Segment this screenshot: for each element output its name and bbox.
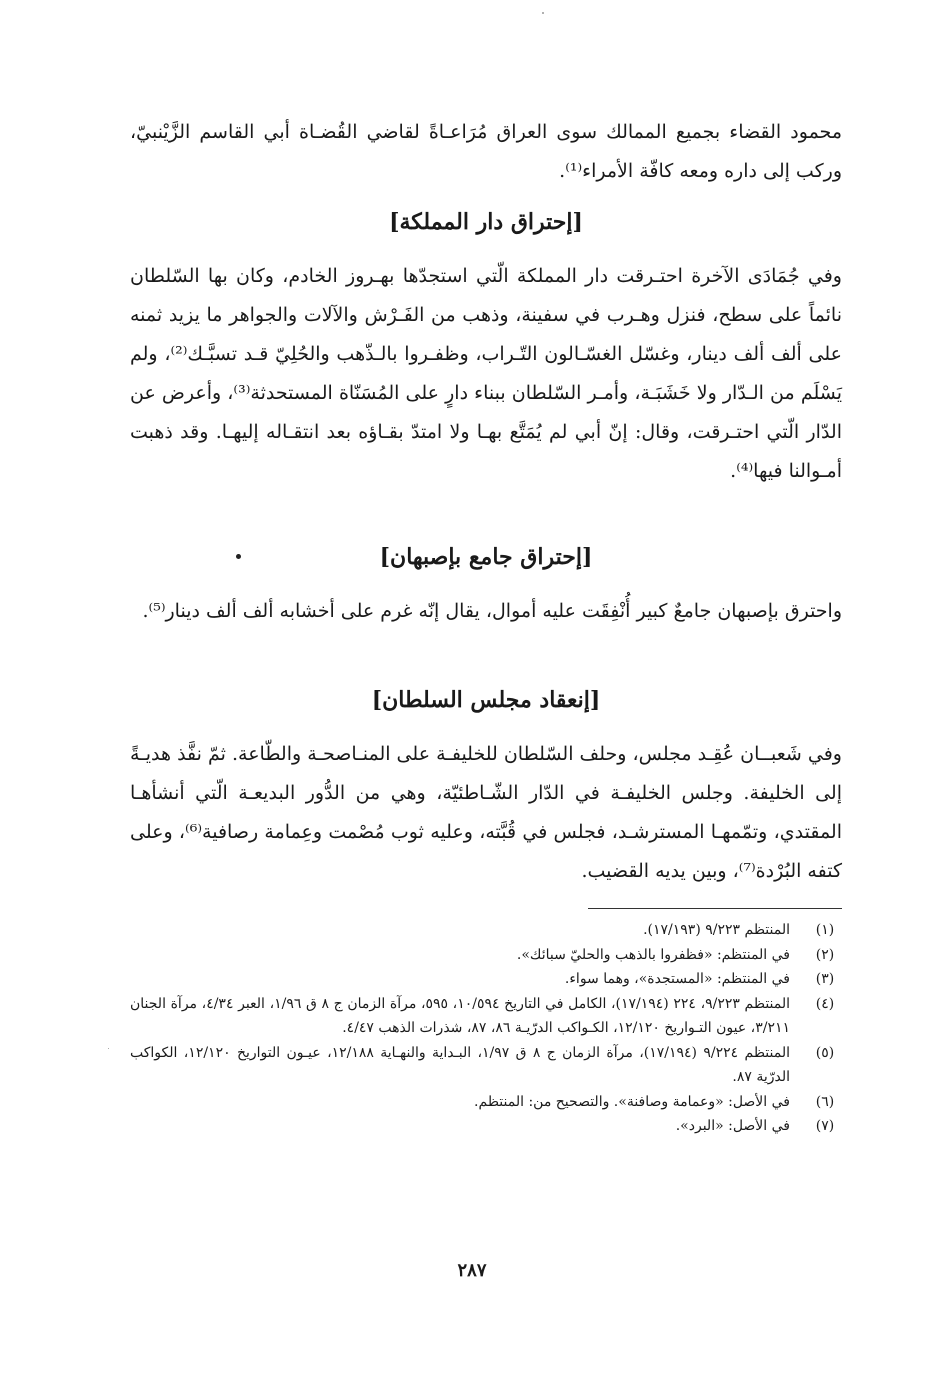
- footnotes: [130, 918, 842, 1139]
- footnote: [130, 1041, 842, 1090]
- footnote-separator: [588, 908, 842, 909]
- footnote-text: المنتظم ٩/٢٢٣، ٢٢٤ (١٧/١٩٤)، الكامل في التاريخ ١٠/٥٩٤، ٥٩٥، مرآة الزمان ج ٨ ق ١/٩٦، العبر ٤/٣٤، مرآة الجنان ٣/٢١١، عيون التـواريخ ١٢/١٢٠، الكـواكب الدرّيـة ٨٦، ٨٧، شذرات الذهب ٤/٤٧.: [130, 995, 791, 1036]
- footnote-number: (٤): [815, 995, 835, 1012]
- page-number: ٢٨٧: [457, 1260, 487, 1281]
- footnote-text: المنتظم ٩/٢٢٣ (١٧/١٩٣).: [643, 922, 790, 938]
- footnote-number: (٣): [815, 971, 835, 987]
- footnote: [130, 1090, 842, 1115]
- footnote-text: في المنتظم: «المستجدة»، وهما سواء.: [564, 971, 790, 987]
- footnote: [130, 918, 842, 943]
- footnote-number: (٧): [815, 1118, 835, 1134]
- section-heading-sultan-council: [إنعقاد مجلس السلطان]: [371, 687, 601, 713]
- footnote-number: (٢): [815, 946, 835, 963]
- footnote-number: (٥): [815, 1044, 835, 1061]
- footnote: [130, 1114, 842, 1139]
- scan-speck: [542, 12, 544, 14]
- paragraph-palace-fire: وفي جُمَادَى الآخرة احتـرقت دار المملكة الّتي استجدّها بهـروز الخادم، وكان بها السّلطان نائماً على سطح، فنزل وهـرب في سفينة، وذهب من الفَـرْش والآلات والجواهر ما يزيد ثمنه على ألف ألف دينار، وغسّل الغسّـالون التّـراب، وظفـروا بالـذّهب والحُلِيّ قـد تسبَّـك⁽²⁾، ولم يَسْلَم من الـدّار ولا خَشَبَـة، وأمـر السّلطان ببناء دارٍ على المُسَنّاة المستحدثة⁽³⁾، وأعرض عن الدّار الّتي احتـرقت، وقال: إنّ أبي لم يُمَتَّع بهـا ولا امتدّ بقـاؤه بعد انتقـاله إليهـا. وقد ذهبت أمـوالنا فيها⁽⁴⁾.: [130, 265, 842, 482]
- footnote-number: (٦): [815, 1093, 835, 1110]
- footnote: [130, 992, 842, 1041]
- footnote-text: في الأصل: «وعمامة وصافنة». والتصحيح من: المنتظم.: [474, 1093, 790, 1110]
- footnote-text: في المنتظم: «فظفروا بالذهب والحليّ سبائك».: [516, 946, 790, 963]
- footnote-text: في الأصل: «البرد».: [675, 1118, 790, 1134]
- bullet-mark: [236, 554, 241, 559]
- paragraph-sultan-council: وفي شَعبــان عُقِـد مجلس، وحلف السّلطان للخليفـة على المنـاصحـة والطّاعة. ثمّ نفَّذ هديـةً إلى الخليفة. وجلس الخليفـة في الدّار الشّـاطئيّة، وهي من الدُّور البديعـة الّتي أنشأهـا المقتدي، وتمّمهـا المسترشـد، فجلس في قُبَّته، وعليه ثوب مُصْمت وعِمامة رصافية⁽⁶⁾، وعلى كتفه البُرْدة⁽⁷⁾، وبين يديه القضيب.: [130, 743, 842, 882]
- footnote-text: المنتظم ٩/٢٢٤ (١٧/١٩٤)، مرآة الزمان ج ٨ ق ١/٩٧، البـداية والنهـاية ١٢/١٨٨، عيـون التواريخ ١٢/١٢٠، الكواكب الدرّية ٨٧.: [130, 1044, 791, 1085]
- paragraph-mosque-fire: واحترق بإصبهان جامعٌ كبير أُنْفِقَت عليه أموال، يقال إنّه غرم على أخشابه ألف ألف دينار⁽⁵⁾.: [142, 600, 842, 622]
- scan-speck: [108, 1048, 109, 1049]
- paragraph-continuation: محمود القضاء بجميع الممالك سوى العراق مُرَاعـاةً لقاضي القُضـاة أبي القاسم الزَّيْنبيّ، وركب إلى داره ومعه كافّة الأمراء⁽¹⁾.: [130, 121, 842, 182]
- footnote-number: (١): [815, 922, 835, 938]
- section-heading-palace-fire: [إحتراق دار المملكة]: [389, 209, 583, 235]
- section-heading-mosque-fire: [إحتراق جامع بإصبهان]: [379, 544, 593, 570]
- footnote: [130, 967, 842, 992]
- footnote: [130, 943, 842, 968]
